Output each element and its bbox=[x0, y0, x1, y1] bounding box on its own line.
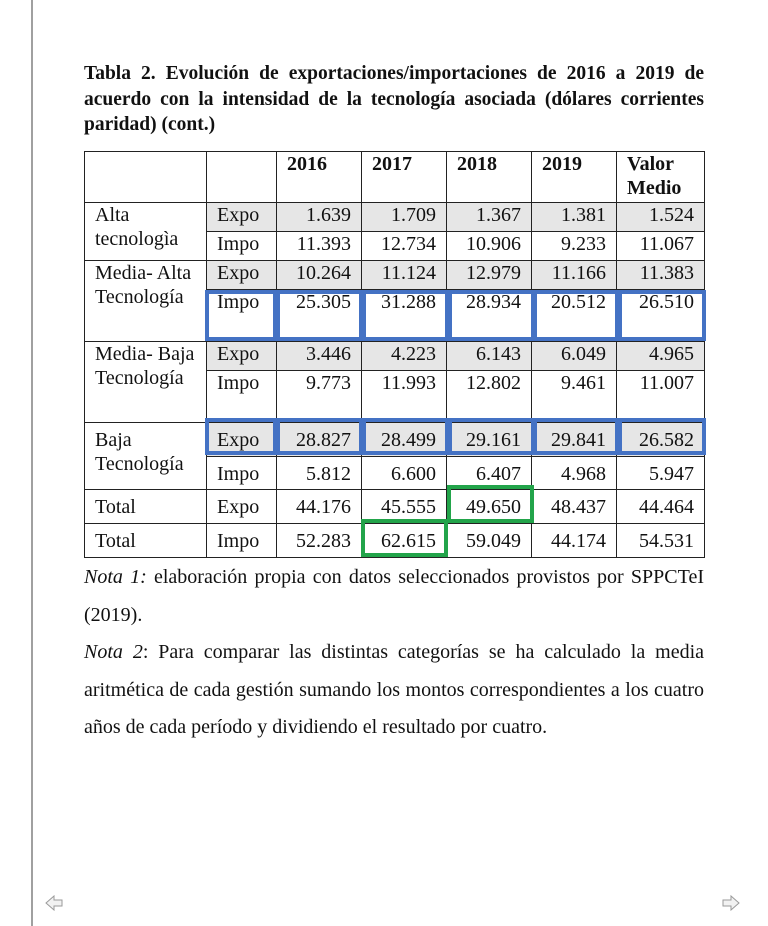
header-row bbox=[85, 152, 705, 203]
row-group-label: Alta tecnologìa bbox=[85, 203, 207, 261]
cell-value: 26.510 bbox=[617, 290, 705, 342]
cell-value: 11.166 bbox=[532, 261, 617, 290]
table-row bbox=[85, 342, 705, 371]
cell-value: 1.381 bbox=[532, 203, 617, 232]
page-margin-line bbox=[31, 0, 33, 926]
cell-value: 4.965 bbox=[617, 342, 705, 371]
cell-value: 6.143 bbox=[447, 342, 532, 371]
cell-value: 28.934 bbox=[447, 290, 532, 342]
header-2016: 2016 bbox=[277, 152, 362, 203]
header-empty-cell bbox=[85, 152, 207, 203]
header-2019: 2019 bbox=[532, 152, 617, 203]
cell-value: 52.283 bbox=[277, 524, 362, 558]
cell-value: 11.993 bbox=[362, 371, 447, 423]
total-row bbox=[85, 490, 705, 524]
data-table bbox=[84, 151, 705, 558]
total-label: Total bbox=[85, 490, 207, 524]
notes-section bbox=[84, 559, 704, 747]
row-group-label: Baja Tecnología bbox=[85, 423, 207, 490]
left-arrow-icon[interactable] bbox=[45, 895, 63, 911]
cell-value: 44.464 bbox=[617, 490, 705, 524]
row-type: Impo bbox=[207, 232, 277, 261]
cell-value: 62.615 bbox=[362, 524, 447, 558]
note-1-label: Nota 1: bbox=[84, 566, 147, 588]
cell-value: 11.383 bbox=[617, 261, 705, 290]
row-type: Impo bbox=[207, 371, 277, 423]
header-valor-medio: Valor Medio bbox=[617, 152, 705, 203]
note-2-label: Nota 2 bbox=[84, 641, 143, 663]
cell-value: 4.223 bbox=[362, 342, 447, 371]
cell-value: 25.305 bbox=[277, 290, 362, 342]
cell-value: 12.979 bbox=[447, 261, 532, 290]
row-type: Expo bbox=[207, 342, 277, 371]
row-type: Expo bbox=[207, 423, 277, 457]
total-label: Total bbox=[85, 524, 207, 558]
cell-value: 20.512 bbox=[532, 290, 617, 342]
total-row bbox=[85, 524, 705, 558]
cell-value: 31.288 bbox=[362, 290, 447, 342]
note-1 bbox=[84, 559, 704, 634]
cell-value: 10.264 bbox=[277, 261, 362, 290]
right-arrow-icon[interactable] bbox=[722, 895, 740, 911]
table-row bbox=[85, 261, 705, 290]
cell-value: 6.049 bbox=[532, 342, 617, 371]
header-2017: 2017 bbox=[362, 152, 447, 203]
cell-value: 59.049 bbox=[447, 524, 532, 558]
row-type: Impo bbox=[207, 524, 277, 558]
cell-value: 12.802 bbox=[447, 371, 532, 423]
cell-value: 45.555 bbox=[362, 490, 447, 524]
cell-value: 29.161 bbox=[447, 423, 532, 457]
note-2 bbox=[84, 634, 704, 747]
cell-value: 44.176 bbox=[277, 490, 362, 524]
cell-value: 4.968 bbox=[532, 457, 617, 490]
cell-value: 11.393 bbox=[277, 232, 362, 261]
header-empty-cell bbox=[207, 152, 277, 203]
row-type: Impo bbox=[207, 290, 277, 342]
cell-value: 28.827 bbox=[277, 423, 362, 457]
cell-value: 9.773 bbox=[277, 371, 362, 423]
cell-value: 28.499 bbox=[362, 423, 447, 457]
table-row bbox=[85, 203, 705, 232]
cell-value: 11.124 bbox=[362, 261, 447, 290]
cell-value: 49.650 bbox=[447, 490, 532, 524]
cell-value: 1.639 bbox=[277, 203, 362, 232]
cell-value: 11.007 bbox=[617, 371, 705, 423]
row-type: Impo bbox=[207, 457, 277, 490]
table-caption: Tabla 2. Evolución de exportaciones/importaciones de 2016 a 2019 de acuerdo con la intensidad de la tecnología asociada (dólares corrientes paridad) (cont.) bbox=[84, 63, 704, 135]
cell-value: 10.906 bbox=[447, 232, 532, 261]
cell-value: 1.524 bbox=[617, 203, 705, 232]
table-row bbox=[85, 423, 705, 457]
cell-value: 48.437 bbox=[532, 490, 617, 524]
cell-value: 29.841 bbox=[532, 423, 617, 457]
cell-value: 12.734 bbox=[362, 232, 447, 261]
row-type: Expo bbox=[207, 261, 277, 290]
cell-value: 9.233 bbox=[532, 232, 617, 261]
cell-value: 6.600 bbox=[362, 457, 447, 490]
row-group-label: Media- Baja Tecnología bbox=[85, 342, 207, 423]
cell-value: 1.367 bbox=[447, 203, 532, 232]
note-1-text: elaboración propia con datos seleccionados provistos por SPPCTeI (2019). bbox=[84, 566, 704, 626]
note-2-text: : Para comparar las distintas categorías se ha calculado la media aritmética de cada gestión sumando los montos correspondientes a los cuatro años de cada período y dividiendo el resultado por cuatro. bbox=[84, 641, 705, 738]
row-group-label: Media- Alta Tecnología bbox=[85, 261, 207, 342]
cell-value: 26.582 bbox=[617, 423, 705, 457]
cell-value: 1.709 bbox=[362, 203, 447, 232]
cell-value: 6.407 bbox=[447, 457, 532, 490]
row-type: Expo bbox=[207, 203, 277, 232]
cell-value: 5.947 bbox=[617, 457, 705, 490]
cell-value: 54.531 bbox=[617, 524, 705, 558]
cell-value: 44.174 bbox=[532, 524, 617, 558]
header-2018: 2018 bbox=[447, 152, 532, 203]
row-type: Expo bbox=[207, 490, 277, 524]
cell-value: 9.461 bbox=[532, 371, 617, 423]
cell-value: 5.812 bbox=[277, 457, 362, 490]
cell-value: 3.446 bbox=[277, 342, 362, 371]
cell-value: 11.067 bbox=[617, 232, 705, 261]
